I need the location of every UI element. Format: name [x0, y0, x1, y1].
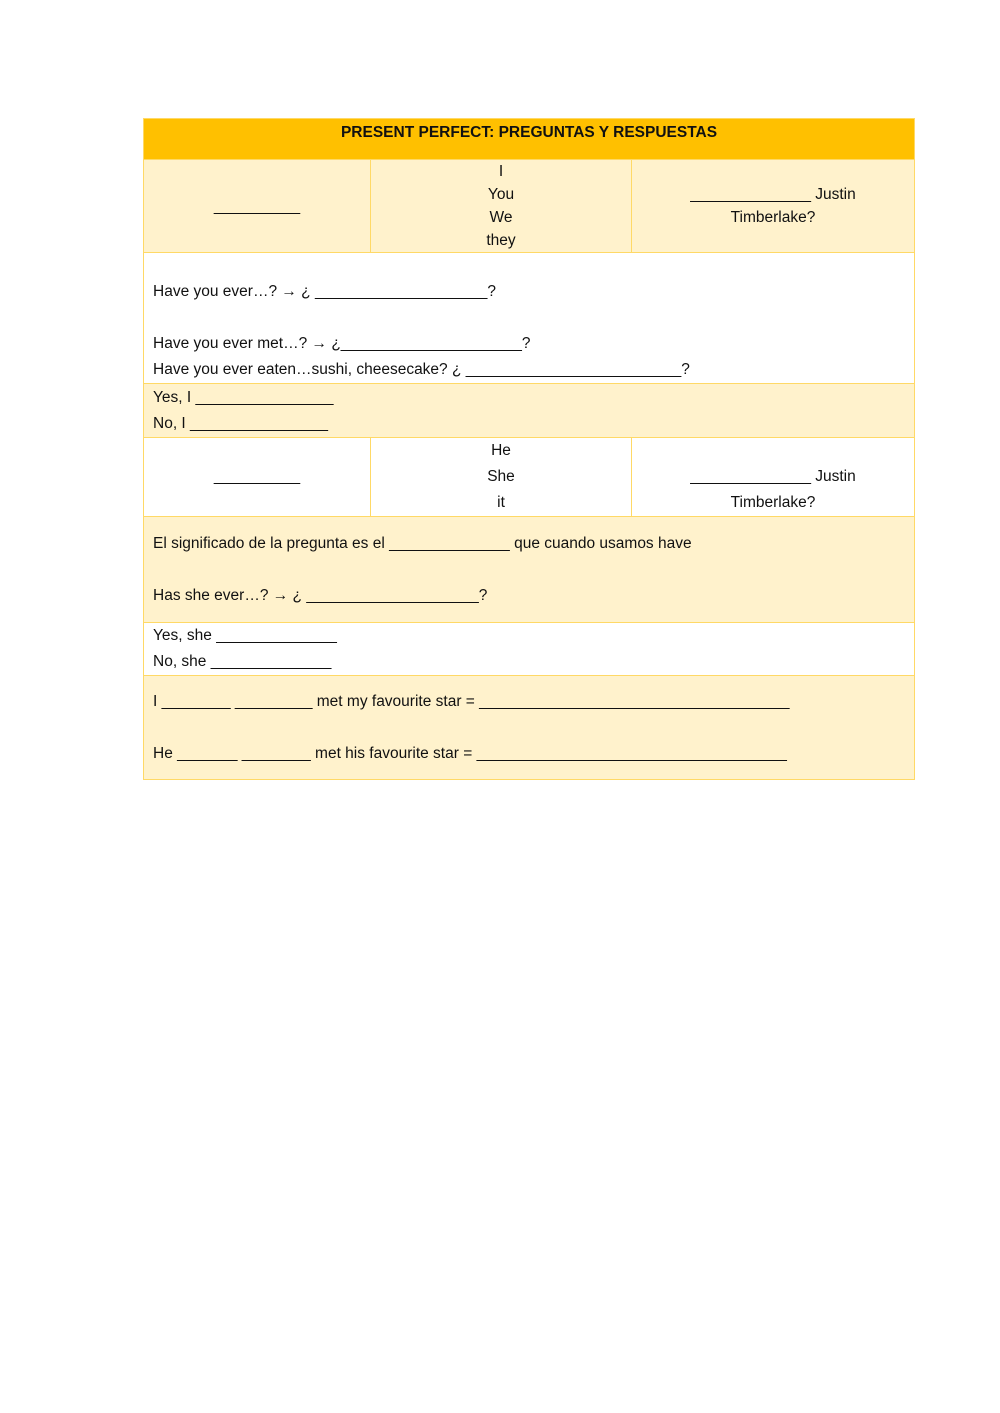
spacer-line [153, 305, 905, 331]
plural-answers-cell [144, 384, 915, 438]
singular-answers-cell [144, 623, 915, 676]
pronoun-item: He [491, 442, 511, 459]
singular-questions-row [144, 517, 915, 623]
pronoun-item: We [489, 209, 513, 226]
singular-aux-blank: __________ [144, 438, 371, 517]
title-row [144, 119, 915, 160]
plural-pronoun-row [144, 160, 915, 253]
plural-answers-row [144, 384, 915, 438]
pronoun-item: She [487, 468, 515, 485]
object-line: ______________ Justin [690, 186, 856, 203]
object-line: Timberlake? [730, 209, 816, 226]
spacer-line [153, 253, 905, 279]
spacer-line [153, 557, 905, 583]
statements-cell [144, 676, 915, 780]
answer-line: No, she ______________ [153, 653, 332, 670]
question-line: Have you ever met…? → ¿_____________________? [153, 335, 531, 352]
spacer-line [153, 715, 905, 741]
pronoun-item: they [486, 232, 516, 249]
plural-pronoun-list [371, 160, 632, 253]
answer-line: Yes, she ______________ [153, 627, 337, 644]
worksheet-title: PRESENT PERFECT: PREGUNTAS Y RESPUESTAS [144, 119, 915, 160]
question-line: Have you ever…? → ¿ ____________________? [153, 283, 496, 300]
singular-pronoun-row [144, 438, 915, 517]
statement-line: I ________ _________ met my favourite star = ____________________________________ [153, 692, 790, 710]
plural-questions-row [144, 253, 915, 384]
plural-object-cell [632, 160, 915, 253]
pronoun-item: it [497, 494, 505, 511]
answer-line: No, I ________________ [153, 414, 328, 432]
question-line: El significado de la pregunta es el ______________ que cuando usamos have [153, 534, 692, 552]
object-line: Timberlake? [730, 494, 816, 511]
question-line: Has she ever…? → ¿ ____________________? [153, 586, 488, 604]
statement-line: He _______ ________ met his favourite star = ____________________________________ [153, 744, 787, 762]
singular-answers-row [144, 623, 915, 676]
singular-pronoun-list [371, 438, 632, 517]
answer-line: Yes, I ________________ [153, 388, 334, 406]
worksheet-table [143, 118, 915, 780]
plural-aux-blank: __________ [144, 160, 371, 253]
plural-questions-cell [144, 253, 915, 384]
singular-questions-cell [144, 517, 915, 623]
pronoun-item: I [498, 163, 504, 180]
pronoun-item: You [487, 186, 515, 203]
object-line: ______________ Justin [690, 468, 856, 485]
statements-row [144, 676, 915, 780]
question-line: Have you ever eaten…sushi, cheesecake? ¿ _________________________? [153, 361, 690, 378]
singular-object-cell [632, 438, 915, 517]
